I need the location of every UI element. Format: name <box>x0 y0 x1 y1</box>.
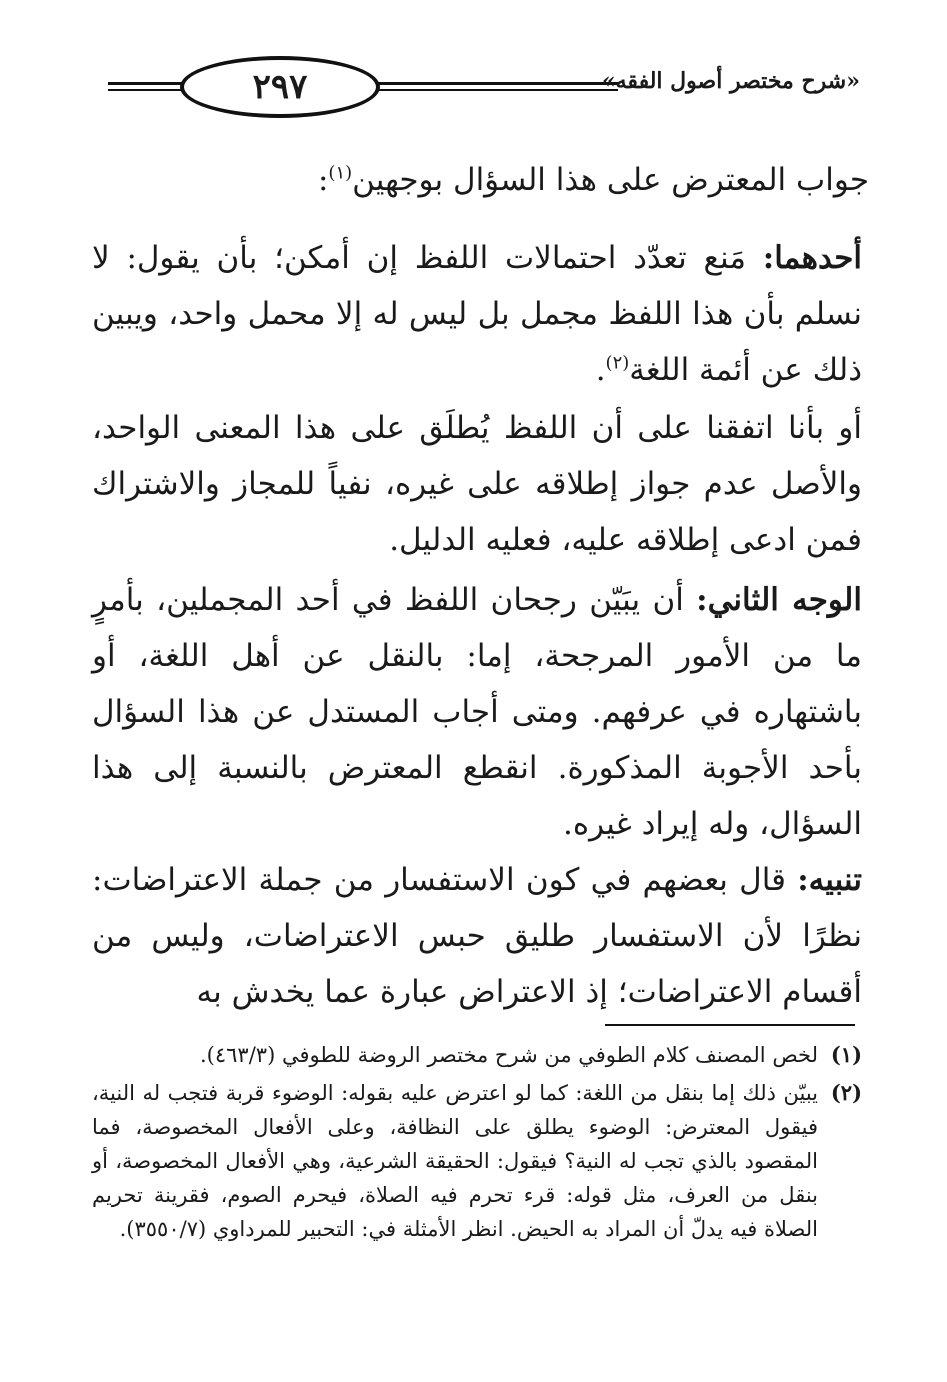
footnote-separator <box>605 1024 855 1026</box>
footnote-text: يبيّن ذلك إما بنقل من اللغة: كما لو اعترض عليه بقوله: الوضوء قربة فتجب له النية، فيقول المعترض: الوضوء يطلق على النظافة، وعلى الأفعال المخصوصة، فما المقصود بالذي تجب له النية؟ فيقول: الحقيقة الشرعية، وهي الأفعال المخصوصة، أو بنقل من العرف، مثل قوله: قرء تحرم فيه الصلاة، فيحرم الصوم، فقرينة تحريم الصلاة فيه يدلّ أن المراد به الحيض. انظر الأمثلة في: التحبير للمرداوي (٣٥٥٠/٧). <box>92 1081 818 1241</box>
footnote-number: (١) <box>830 1042 862 1067</box>
paragraph-note <box>92 852 862 1020</box>
intro-text: جواب المعترض على هذا السؤال بوجهين <box>352 162 869 198</box>
footnote-2 <box>92 1076 862 1246</box>
p4-text: قال بعضهم في كون الاستفسار من جملة الاعتراضات: نظرًا لأن الاستفسار طليق حبس الاعتراضات، وليس من أقسام الاعتراضات؛ إذ الاعتراض عبارة عما يخدش به <box>92 862 862 1010</box>
p1-end: . <box>595 352 606 388</box>
paragraph-alternative <box>92 400 862 568</box>
footnote-1 <box>92 1038 862 1072</box>
page-number: ٢٩٧ <box>252 67 308 107</box>
page-header <box>108 52 860 122</box>
header-rule-left <box>108 82 182 91</box>
p1-lead: أحدهما: <box>762 240 862 276</box>
header-rule-right <box>378 82 618 91</box>
p2-text: أو بأنا اتفقنا على أن اللفظ يُطلَق على هذا المعنى الواحد، والأصل عدم جواز إطلاقه على غيره، نفياً للمجاز والاشتراك فمن ادعى إطلاقه عليه، فعليه الدليل. <box>92 410 862 558</box>
p4-lead: تنبيه: <box>797 862 862 898</box>
page-number-oval <box>180 56 380 118</box>
intro-paragraph <box>169 152 869 208</box>
p3-lead: الوجه الثاني: <box>696 582 862 618</box>
intro-end: : <box>317 162 329 198</box>
footnotes <box>92 1034 862 1246</box>
p3-text: أن يبَيّن رجحان اللفظ في أحد المجملين، بأمرٍ ما من الأمور المرجحة، إما: بالنقل عن أهل اللغة، أو باشتهاره في عرفهم. ومتى أجاب المستدل عن هذا السؤال بأحد الأجوبة المذكورة. انقطع المعترض بالنسبة إلى هذا السؤال، وله إيراد غيره. <box>92 582 862 842</box>
running-title: «شرح مختصر أصول الفقه» <box>601 68 860 94</box>
footnote-ref-1[interactable]: (١) <box>328 162 353 184</box>
paragraph-second-answer <box>92 572 862 852</box>
footnote-text: لخص المصنف كلام الطوفي من شرح مختصر الروضة للطوفي (٤٦٣/٣). <box>200 1043 818 1067</box>
p1-text: مَنع تعدّد احتمالات اللفظ إن أمكن؛ بأن يقول: لا نسلم بأن هذا اللفظ مجمل بل ليس له إلا محمل واحد، ويبين ذلك عن أئمة اللغة <box>92 240 862 388</box>
paragraph-first-answer <box>92 230 862 398</box>
footnote-number: (٢) <box>830 1080 862 1105</box>
footnote-ref-2[interactable]: (٢) <box>605 352 630 374</box>
